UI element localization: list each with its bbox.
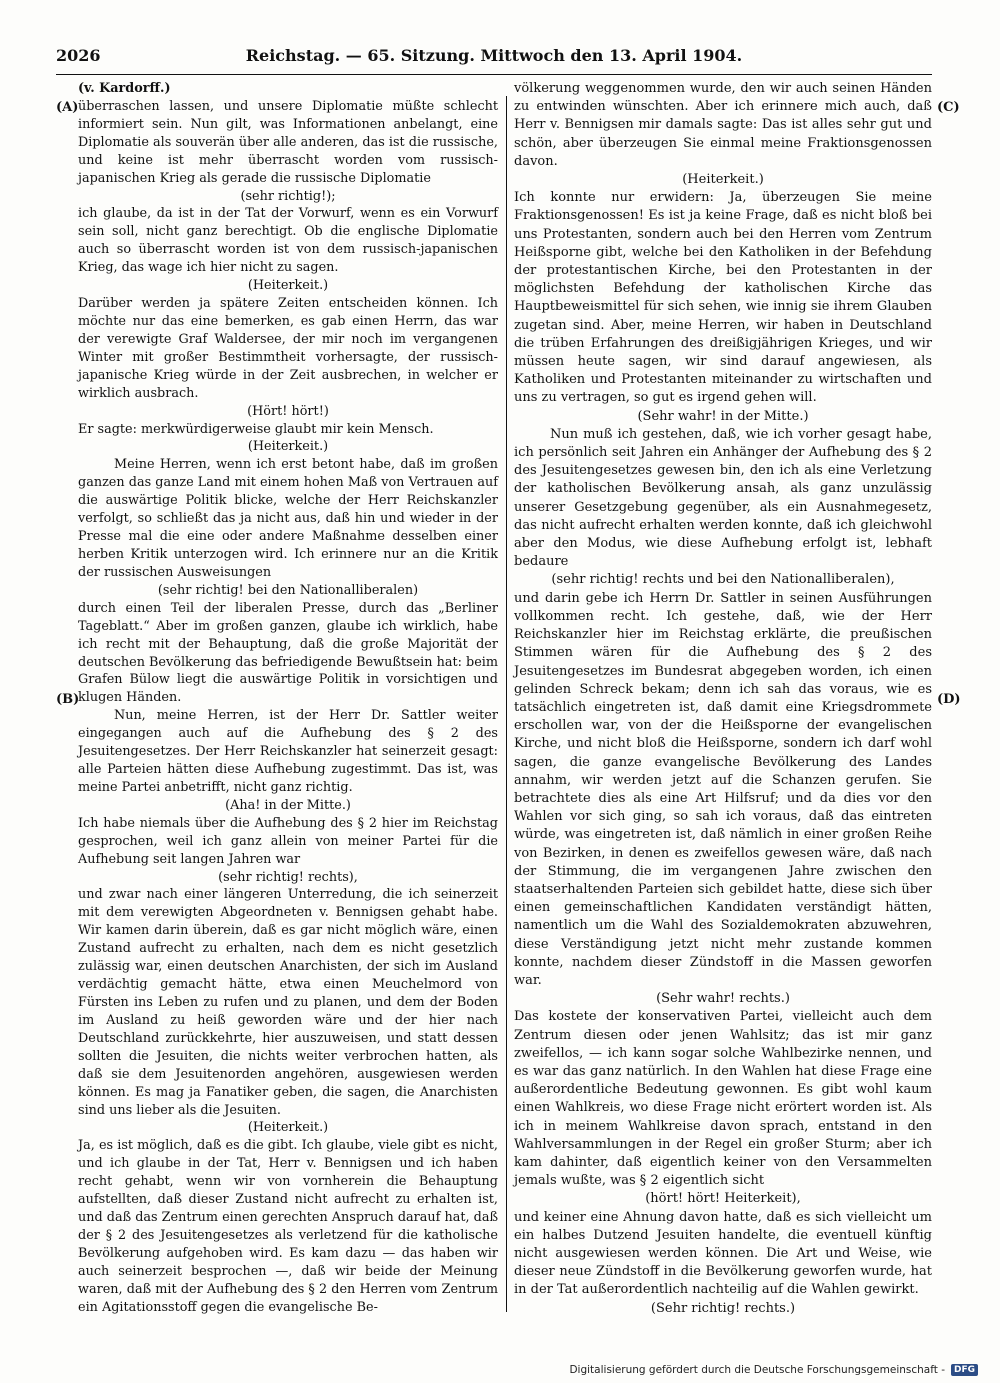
paragraph: Ja, es ist möglich, daß es die gibt. Ich glaube, viele gibt es nicht, und ich glaube in der Tat, Herr v. Bennigsen und ich haben recht gehabt, wenn wir von vornherein die Behauptung aufstellten, daß dieser Zustand nicht aufrecht zu erhalten ist, und daß das Zentrum einen gerechten Anspruch darauf hat, daß der § 2 des Jesuitengesetzes als verletzend für die katholische Bevölkerung aufgehoben wird. Es kam dazu — das haben wir auch seinerzeit besprochen —, daß wir beide der Meinung waren, daß mit der Aufhebung des § 2 den Herren vom Zentrum ein Agitationsstoff gegen die evangelische Be- [78, 1138, 498, 1315]
paragraph: Das kostete der konservativen Partei, vielleicht auch dem Zentrum diesen oder jenen Wahlsitz; das ist mir ganz zweifellos, — ich kann sogar solche Wahlbezirke nennen, und es war das ganz natürlich. In den Wahlen hat diese Frage eine außerordentliche Bedeutung gewonnen. Es gibt wohl kaum einen Wahlkreis, wo diese Frage nicht erörtert worden ist. Als ich in meinem Wahlkreise davon sprach, entstand in den Wahlversammlungen in der Regel ein großer Sturm; aber ich kam dahinter, daß eigentlich keiner von den Versammelten jemals wußte, was § 2 eigentlich sicht [514, 1009, 932, 1189]
paragraph: Er sagte: merkwürdigerweise glaubt mir kein Mensch. [78, 421, 434, 437]
footer-text: Digitalisierung gefördert durch die Deutsche Forschungsgemeinschaft - [569, 1364, 945, 1376]
page-header [56, 40, 932, 75]
margin-marker-d: (D) [937, 692, 961, 707]
left-column [78, 80, 498, 1317]
interjection: (Aha! in der Mitte.) [225, 797, 351, 813]
margin-marker-b: (B) [56, 692, 80, 707]
interjection: (Heiterkeit.) [682, 172, 764, 188]
paragraph: Meine Herren, wenn ich erst betont habe, daß im großen ganzen das ganze Land mit einem hohen Maß von Vertrauen auf die auswärtige Politik blicke, welche der Herr Reichskanzler verfolgt, so schließt das ja nicht aus, daß hin und wieder in der Presse mal die eine oder andere Maßnahme desselben einer herben Kritik unterzogen wird. Ich erinnere nur an die Kritik der russischen Ausweisungen [78, 457, 498, 580]
margin-marker-c: (C) [937, 100, 960, 115]
interjection: (sehr richtig! rechts und bei den Nationalliberalen), [551, 572, 895, 588]
interjection: (Sehr wahr! rechts.) [656, 991, 790, 1007]
interjection: (Heiterkeit.) [247, 439, 329, 455]
paragraph: und zwar nach einer längeren Unterredung, die ich seinerzeit mit dem verewigten Abgeordneten v. Bennigsen gehabt habe. Wir kamen darin überein, daß es gar nicht möglich wäre, einen Zustand aufrecht zu erhalten, nach dem es nicht gesetzlich zulässig war, einen deutschen Anarchisten, der sich im Ausland verdächtig gemacht hätte, etwa einen Meuchelmord von Fürsten ins Leben zu rufen und zu planen, und dem der Boden im Ausland zu heiß geworden wäre und der hier nach Deutschland zurückkehrte, hier auszuweisen, und statt dessen sollten die Jesuiten, die nichts weiter verbrochen hatten, als daß sie dem Jesuitenorden angehören, ausgewiesen werden können. Es mag ja Fanatiker geben, die sagen, die Anarchisten sind uns lieber als die Jesuiten. [78, 887, 498, 1118]
interjection: (sehr richtig! bei den Nationalliberalen) [157, 582, 419, 598]
interjection: (sehr richtig! rechts), [218, 869, 358, 885]
paragraph: und darin gebe ich Herrn Dr. Sattler in seinen Ausführungen vollkommen recht. Ich gestehe, daß, wie der Herr Reichskanzler hier im Reichstag erklärte, die preußischen Stimmen wären für die Aufhebung des § 2 des Jesuitengesetzes im Bundesrat abgegeben worden, ich einen gelinden Schreck bekam; denn ich sah das voraus, wie es tatsächlich eingetreten ist, daß damit eine Kriegsdrommete erschollen war, von der die Heißsporne der evangelischen Kirche, und nicht bloß die Heißsporne, sondern ich darf wohl sagen, die ganze evangelische Bevölkerung des Landes annahm, wir werden jetzt auf die Schanzen gerufen. Sie betrachtete dies als eine Art Hilfsruf; und da dies vor den Wahlen vor sich ging, so sah ich voraus, daß das eintreten würde, was eingetreten ist, daß nämlich in einer großen Reihe von Bezirken, in denen es zweifellos gewesen wäre, daß nach der Stimmung, die im vergangenen Jahre zwischen den staatserhaltenden Parteien sich gebildet hatte, diese sich über einen gemeinschaftlichen Kandidaten verständigt hätten, namentlich um die Wahl des Sozialdemokraten abzuwehren, diese Verständigung jetzt nicht mehr zustande kommen konnte, nachdem dieser Zündstoff in die Massen geworfen war. [514, 590, 932, 988]
interjection: (sehr richtig!); [240, 188, 336, 204]
paragraph: durch einen Teil der liberalen Presse, durch das „Berliner Tageblatt.“ Aber im großen ganzen, glaube ich wirklich, habe ich recht mit der Behauptung, daß die große Majorität der deutschen Bevölkerung das befriedigende Bewußtsein hat: beim Grafen Bülow liegt die auswärtige Politik in vorsichtigen und klugen Händen. [78, 600, 498, 706]
interjection: (Heiterkeit.) [247, 278, 329, 294]
interjection: (hört! hört! Heiterkeit), [645, 1191, 801, 1207]
paragraph: ich glaube, da ist in der Tat der Vorwurf, wenn es ein Vorwurf sein soll, nicht ganz berechtigt. Ob die englische Diplomatie auch so überrascht worden ist von dem russisch-japanischen Krieg, das wage ich hier nicht zu sagen. [78, 206, 498, 276]
interjection: (Sehr wahr! in der Mitte.) [637, 408, 809, 424]
dfg-logo: DFG [951, 1364, 978, 1376]
paragraph: Nun, meine Herren, ist der Herr Dr. Sattler weiter eingegangen auch auf die Aufhebung des § 2 des Jesuitengesetzes. Der Herr Reichskanzler hat seinerzeit gesagt: alle Parteien hätten diese Aufhebung zugestimmt. Das ist, was meine Partei anbetrifft, nicht ganz richtig. [78, 708, 498, 795]
column-divider [506, 96, 507, 1312]
right-column [514, 80, 932, 1318]
paragraph: Ich konnte nur erwidern: Ja, überzeugen Sie meine Fraktionsgenossen! Es ist ja keine Frage, daß es nicht bloß bei uns Protestanten, sondern auch bei den Herren vom Zentrum Heißsporne gibt, welche bei den Katholiken in der Befehdung der protestantischen Kirche, bei den Protestanten in der möglichsten Befehdung der katholischen Kirche das Hauptbeweismittel für sich sehen, wie innig sie ihrem Glauben zugetan sind. Aber, meine Herren, wir haben in Deutschland die trüben Erfahrungen des dreißigjährigen Krieges, und wir müssen heute sagen, wir sind darauf angewiesen, als Katholiken und Protestanten miteinander zu wirtschaften und uns zu vertragen, so gut es irgend gehen will. [514, 190, 932, 406]
paragraph: Ich habe niemals über die Aufhebung des § 2 hier im Reichstag gesprochen, weil ich ganz allein von meiner Partei für die Aufhebung seit langen Jahren war [78, 815, 498, 867]
margin-marker-a: (A) [56, 100, 79, 115]
paragraph: völkerung weggenommen wurde, den wir auch seinen Händen zu entwinden wünschten. Aber ich erinnere mich auch, daß Herr v. Bennigsen mir damals sagte: Das ist alles sehr gut und schön, aber überzeugen Sie einmal meine Fraktionsgenossen davon. [514, 81, 932, 169]
paragraph: und keiner eine Ahnung davon hatte, daß es sich vielleicht um ein halbes Dutzend Jesuiten handelte, die eventuell künftig nicht ausgewiesen werden können. Die Art und Weise, wie dieser neue Zündstoff in die Bevölkerung geworfen wurde, hat in der Tat außerordentlich nachteilig auf die Wahlen gewirkt. [514, 1209, 932, 1298]
speaker-name: (v. Kardorff.) [78, 81, 171, 96]
running-title: Reichstag. — 65. Sitzung. Mittwoch den 13. April 1904. [245, 46, 743, 65]
paragraph: Nun muß ich gestehen, daß, wie ich vorher gesagt habe, ich persönlich seit Jahren ein Anhänger der Aufhebung des § 2 des Jesuitengesetzes gewesen bin, den ich als eine Verletzung der katholischen Bevölkerung ansah, als ganz unzulässig unserer Gesetzgebung gegenüber, als ein Ausnahmegesetz, das nicht aufrecht erhalten werden konnte, daß ich gleichwohl aber den Modus, wie diese Aufhebung erfolgt ist, lebhaft bedaure [514, 426, 932, 570]
interjection: (Heiterkeit.) [247, 1120, 329, 1136]
paragraph: Darüber werden ja spätere Zeiten entscheiden können. Ich möchte nur das eine bemerken, es gab einen Herrn, das war der verewigte Graf Waldersee, der mir noch im vergangenen Winter mit großer Bestimmtheit vorhersagte, der russisch-japanische Krieg würde in der Zeit ausbrechen, in welcher er wirklich ausbrach. [78, 296, 498, 401]
interjection: (Sehr richtig! rechts.) [650, 1300, 796, 1316]
interjection: (Hört! hört!) [247, 403, 329, 419]
funding-footer [569, 1364, 978, 1376]
paragraph: überraschen lassen, und unsere Diplomatie müßte schlecht informiert sein. Nun gilt, was Informationen anbelangt, eine Diplomatie als souverän über alle anderen, das ist die russische, und keine ist mehr überrascht worden vom russisch-japanischen Krieg als gerade die russische Diplomatie [78, 98, 498, 186]
page-number: 2026 [56, 46, 101, 65]
